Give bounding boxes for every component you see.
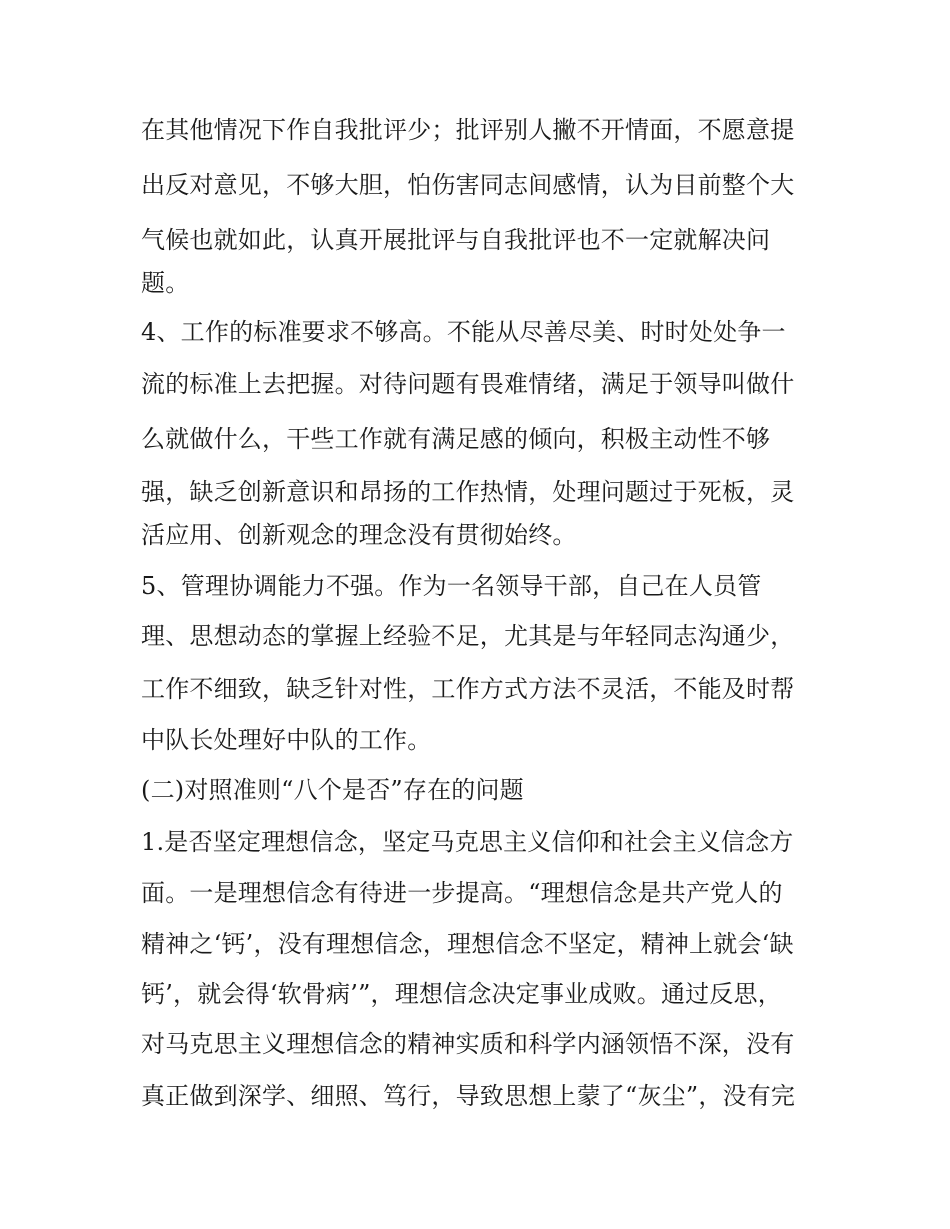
text-line: 钙’，就会得‘软骨病’”，理想信念决定事业成败。通过反思， <box>141 980 782 1008</box>
text-line: 真正做到深学、细照、笃行，导致思想上蒙了“灰尘”，没有完 <box>141 1082 796 1110</box>
text-line: 出反对意见，不够大胆，怕伤害同志间感情，认为目前整个大 <box>141 171 795 199</box>
text-line: 理、思想动态的掌握上经验不足，尤其是与年轻同志沟通少， <box>141 622 795 650</box>
text-line: 精神之‘钙’，没有理想信念，理想信念不坚定，精神上就会‘缺 <box>141 930 794 958</box>
text-line: 强，缺乏创新意识和昂扬的工作热情，处理问题过于死板，灵 <box>141 478 795 506</box>
text-line: 面。一是理想信念有待进一步提高。“理想信念是共产党人的 <box>141 879 783 907</box>
text-line: 题。 <box>141 269 190 297</box>
text-line: 中队长处理好中队的工作。 <box>141 726 432 754</box>
text-line: 5、管理协调能力不强。作为一名领导干部，自己在人员管 <box>141 572 762 600</box>
text-line: 在其他情况下作自我批评少；批评别人撇不开情面，不愿意提 <box>141 116 795 144</box>
text-line: 活应用、创新观念的理念没有贯彻始终。 <box>141 521 577 549</box>
text-line: 1.是否坚定理想信念，坚定马克思主义信仰和社会主义信念方 <box>141 828 794 856</box>
text-line: 流的标准上去把握。对待问题有畏难情绪，满足于领导叫做什 <box>141 370 795 398</box>
text-line: (二)对照准则“八个是否”存在的问题 <box>141 776 524 804</box>
text-line: 么就做什么，干些工作就有满足感的倾向，积极主动性不够 <box>141 425 771 453</box>
text-line: 4、工作的标准要求不够高。不能从尽善尽美、时时处处争一 <box>141 318 786 346</box>
text-line: 工作不细致，缺乏针对性，工作方式方法不灵活，不能及时帮 <box>141 675 795 703</box>
text-line: 气候也就如此，认真开展批评与自我批评也不一定就解决问 <box>141 226 771 254</box>
text-line: 对马克思主义理想信念的精神实质和科学内涵领悟不深，没有 <box>141 1030 795 1058</box>
